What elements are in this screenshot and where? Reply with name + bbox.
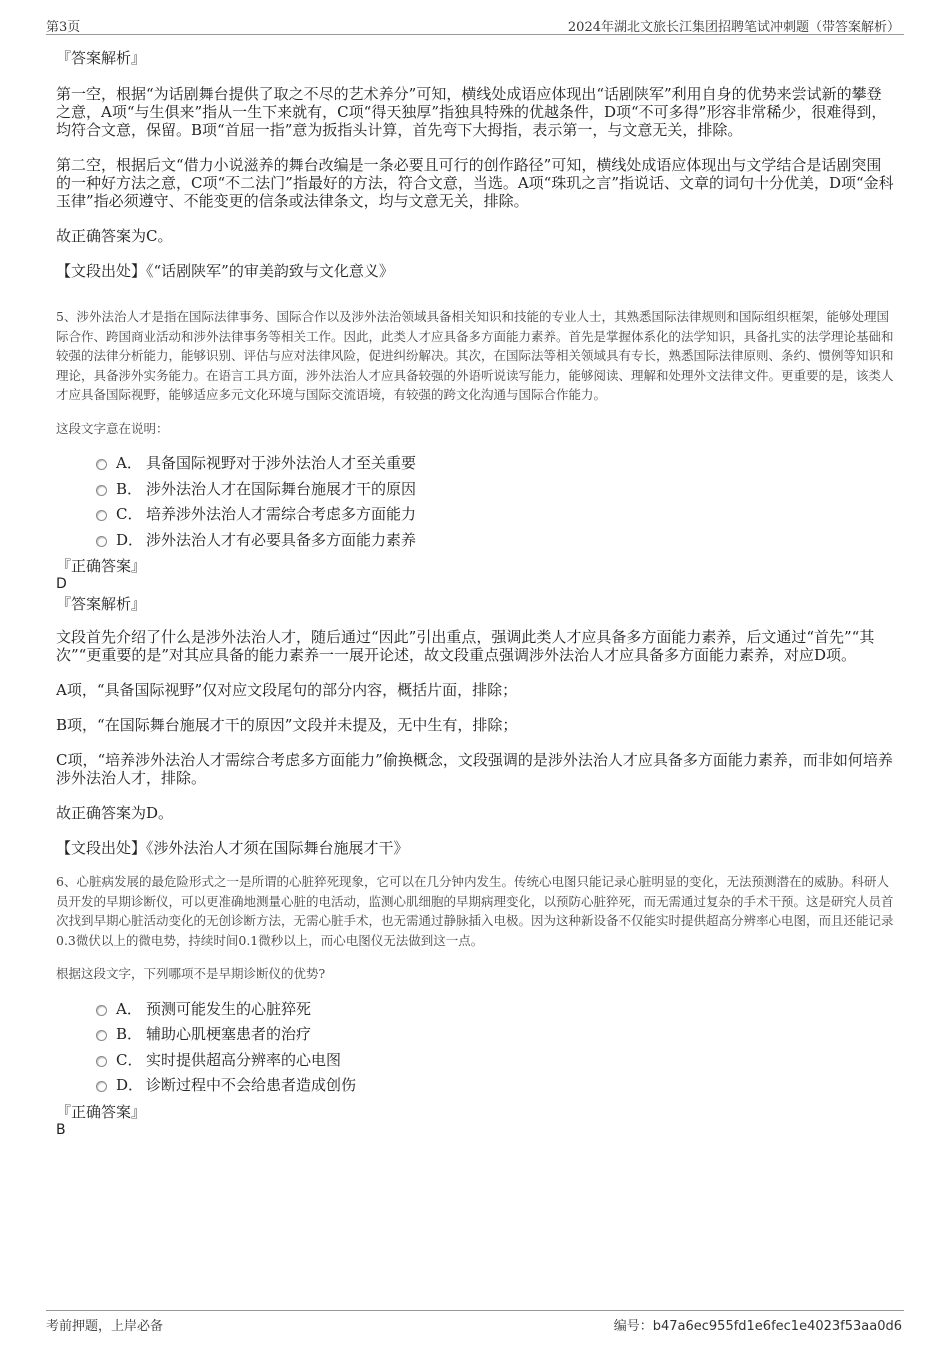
- option-b[interactable]: [56, 1023, 894, 1049]
- option-c[interactable]: [56, 503, 894, 529]
- correct-answer-heading: 『正确答案』: [56, 1102, 147, 1121]
- page-content: [56, 44, 894, 1138]
- option-letter: A．: [116, 454, 142, 472]
- option-letter: D．: [116, 1076, 144, 1094]
- radio-icon[interactable]: [96, 510, 107, 521]
- analysis-paragraph: 第二空，根据后文“借力小说滋养的舞台改编是一条必要且可行的创作路径”可知，横线处成语应体现出与文学结合是话剧突围的一种好方法之意，C项“不二法门”指最好的方法，符合文意，当选。A项“珠玑之言”指说话、文章的词句十分优美，D项“金科玉律”指必须遵守、不能变更的信条或法律条文，均与文意无关，排除。: [56, 156, 894, 210]
- footer-slogan: 考前押题，上岸必备: [46, 1319, 164, 1334]
- page-number: 第3页: [46, 20, 81, 35]
- radio-icon[interactable]: [96, 459, 107, 470]
- option-c[interactable]: [56, 1049, 894, 1075]
- radio-icon[interactable]: [96, 1081, 107, 1092]
- document-title: 2024年湖北文旅长江集团招聘笔试冲刺题（带答案解析）: [567, 20, 900, 35]
- option-list: [56, 452, 894, 554]
- answer-analysis-heading: 『答案解析』: [56, 595, 147, 613]
- option-text: 辅助心肌梗塞患者的治疗: [146, 1025, 312, 1043]
- option-letter: B．: [116, 479, 143, 498]
- page-header: [46, 14, 904, 35]
- question-prompt: 这段文字意在说明：: [56, 420, 169, 436]
- option-letter: C．: [116, 505, 143, 523]
- analysis-paragraph: C项，“培养涉外法治人才需综合考虑多方面能力”偷换概念，文段强调的是涉外法治人才应具备多方面能力素养，而非如何培养涉外法治人才，排除。: [56, 751, 893, 787]
- option-b[interactable]: [56, 478, 894, 504]
- answer-analysis-heading: 『答案解析』: [56, 49, 147, 67]
- option-letter: D．: [116, 530, 144, 549]
- page-footer: [46, 1310, 904, 1334]
- option-letter: C．: [116, 1050, 143, 1069]
- question-prompt: 根据这段文字，下列哪项不是早期诊断仪的优势?: [56, 966, 326, 981]
- analysis-paragraph: A项，“具备国际视野”仅对应文段尾句的部分内容，概括片面，排除；: [56, 681, 518, 699]
- option-text: 预测可能发生的心脏猝死: [146, 999, 312, 1018]
- option-d[interactable]: [56, 529, 894, 555]
- option-text: 诊断过程中不会给患者造成创伤: [146, 1076, 357, 1094]
- option-a[interactable]: [56, 998, 894, 1024]
- radio-icon[interactable]: [96, 1056, 107, 1067]
- radio-icon[interactable]: [96, 485, 107, 496]
- analysis-conclusion: 故正确答案为C。: [56, 227, 173, 245]
- option-text: 涉外法治人才在国际舞台施展才干的原因: [146, 479, 417, 498]
- radio-icon[interactable]: [96, 536, 107, 547]
- option-letter: A．: [116, 999, 142, 1018]
- radio-icon[interactable]: [96, 1030, 107, 1041]
- analysis-paragraph: 文段首先介绍了什么是涉外法治人才，随后通过“因此”引出重点，强调此类人才应具备多方面能力素养，后文通过“首先”“其次”“更重要的是”对其应具备的能力素养一一展开论述，故文段重点强调涉外法治人才应具备多方面能力素养，对应D项。: [56, 628, 875, 664]
- document-id: 编号：b47a6ec955fd1e6fec1e4023f53aa0d6: [613, 1319, 902, 1334]
- analysis-conclusion: 故正确答案为D。: [56, 804, 174, 822]
- correct-answer-heading: 『正确答案』: [56, 557, 147, 575]
- correct-answer: D: [56, 576, 67, 592]
- passage-source: 【文段出处】《“话剧陕军”的审美韵致与文化意义》: [56, 262, 394, 280]
- option-text: 培养涉外法治人才需综合考虑多方面能力: [146, 505, 417, 523]
- option-d[interactable]: [56, 1074, 894, 1100]
- option-text: 涉外法治人才有必要具备多方面能力素养: [146, 530, 417, 549]
- option-letter: B．: [116, 1025, 143, 1043]
- option-text: 具备国际视野对于涉外法治人才至关重要: [146, 454, 417, 472]
- option-a[interactable]: [56, 452, 894, 478]
- radio-icon[interactable]: [96, 1005, 107, 1016]
- option-text: 实时提供超高分辨率的心电图: [146, 1050, 342, 1069]
- correct-answer: B: [56, 1121, 66, 1138]
- question-passage: 6、心脏病发展的最危险形式之一是所谓的心脏猝死现象，它可以在几分钟内发生。传统心电图只能记录心脏明显的变化，无法预测潜在的威胁。科研人员开发的早期诊断仪，可以更准确地测量心脏的电活动，监测心肌细胞的早期病理变化，以预防心脏猝死，而无需通过复杂的手术干预。这是研究人员首次找到早期心脏活动变化的无创诊断方法，无需心脏手术，也无需通过静脉插入电极。因为这种新设备不仅能实时提供超高分辨率心电图，而且还能记录0.3微伏以上的微电势，持续时间0.1微秒以上，而心电图仪无法做到这一点。: [56, 874, 894, 948]
- analysis-paragraph: 第一空，根据“为话剧舞台提供了取之不尽的艺术养分”可知，横线处成语应体现出“话剧陕军”利用自身的优势来尝试新的攀登之意，A项“与生俱来”指从一生下来就有，C项“得天独厚”指独具特殊的优越条件，D项“不可多得”形容非常稀少，很难得到，均符合文意，保留。B项“首屈一指”意为扳指头计算，首先弯下大拇指，表示第一，与文意无关，排除。: [56, 85, 887, 139]
- question-passage: 5、涉外法治人才是指在国际法律事务、国际合作以及涉外法治领域具备相关知识和技能的专业人士，其熟悉国际法律规则和国际组织框架，能够处理国际合作、跨国商业活动和涉外法律事务等相关工作。因此，此类人才应具备多方面能力素养。首先是掌握体系化的法学知识，具备扎实的法学理论基础和较强的法律分析能力，能够识别、评估与应对法律风险，促进纠纷解决。其次，在国际法等相关领域具有专长，熟悉国际法律原则、条约、惯例等知识和理论，具备涉外实务能力。在语言工具方面，涉外法治人才应具备较强的外语听说读写能力，能够阅读、理解和处理外文法律文件。更重要的是，该类人才应具备国际视野，能够适应多元文化环境与国际交流语境，有较强的跨文化沟通与国际合作能力。: [56, 309, 894, 402]
- option-list: [56, 998, 894, 1100]
- passage-source: 【文段出处】《涉外法治人才须在国际舞台施展才干》: [56, 839, 409, 857]
- analysis-paragraph: B项，“在国际舞台施展才干的原因”文段并未提及，无中生有，排除；: [56, 716, 518, 734]
